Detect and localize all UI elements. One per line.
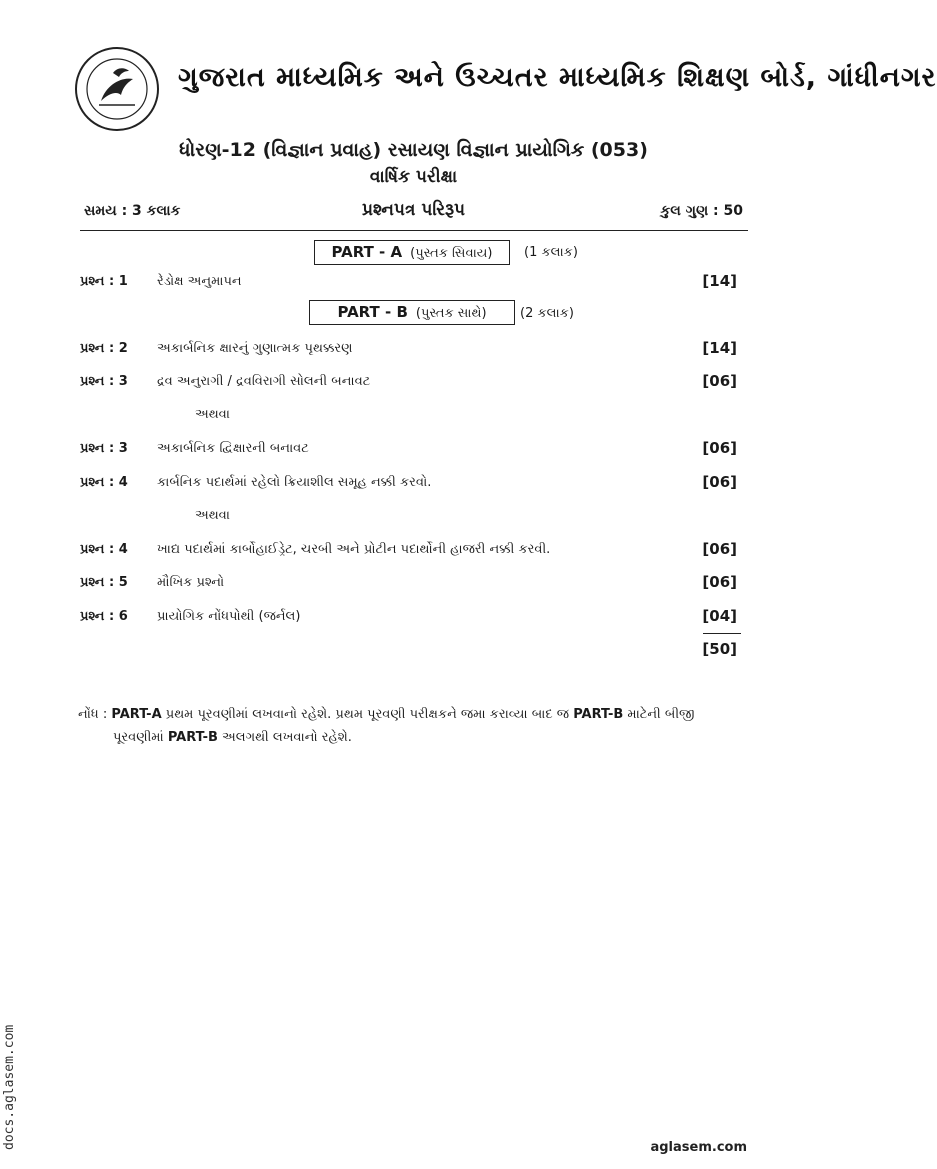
question-marks: [06] — [702, 372, 737, 390]
board-seal-icon — [75, 47, 159, 131]
note-text: માટેની બીજી — [623, 707, 695, 722]
note-part-b: PART-B — [573, 707, 624, 722]
question-number: પ્રશ્ન : 3 — [80, 374, 128, 389]
total-divider — [703, 633, 741, 634]
question-marks: [06] — [702, 540, 737, 558]
side-watermark: docs.aglasem.com — [2, 1024, 17, 1150]
total-marks-label: કુલ ગુણ : 50 — [660, 203, 743, 219]
question-text: રેડોક્ષ અનુમાપન — [157, 274, 242, 289]
question-number: પ્રશ્ન : 5 — [80, 575, 128, 590]
note-part-b: PART-B — [167, 730, 218, 745]
question-marks: [06] — [702, 439, 737, 457]
question-text: અકાર્બનિક દ્વિક્ષારની બનાવટ — [157, 441, 309, 456]
or-separator: અથવા — [195, 407, 230, 422]
question-text: અકાર્બનિક ક્ષારનું ગુણાત્મક પૃથક્કરણ — [157, 341, 353, 356]
note-text: પૂરવણીમાં — [113, 730, 168, 745]
question-text: પ્રાયોગિક નોંધપોથી (જર્નલ) — [157, 609, 301, 624]
note-line-1 — [78, 707, 694, 722]
question-marks: [14] — [702, 272, 737, 290]
paper-heading: પ્રશ્નપત્ર પરિરૂપ — [361, 200, 466, 220]
question-text: કાર્બનિક પદાર્થમાં રહેલો ક્રિયાશીલ સમૂહ નક્કી કરવો. — [157, 475, 432, 490]
question-number: પ્રશ્ન : 4 — [80, 542, 128, 557]
part-b-note: (પુસ્તક સાથે) — [415, 306, 487, 321]
part-a-note: (પુસ્તક સિવાય) — [410, 246, 493, 261]
exam-subtitle: વાર્ષિક પરીક્ષા — [369, 167, 458, 187]
part-b-box — [309, 300, 515, 325]
question-text: મૌખિક પ્રશ્નો — [157, 575, 225, 590]
question-number: પ્રશ્ન : 3 — [80, 441, 128, 456]
part-a-box — [314, 240, 510, 265]
note-text: પ્રથમ પૂરવણીમાં લખવાનો રહેશે. પ્રથમ પૂરવણી પરીક્ષકને જમા કરાવ્યા બાદ જ — [161, 707, 574, 722]
question-number: પ્રશ્ન : 1 — [80, 274, 128, 289]
question-text: દ્રવ અનુરાગી / દ્રવવિરાગી સોલની બનાવટ — [157, 374, 371, 389]
footer-watermark: aglasem.com — [650, 1140, 747, 1155]
question-text: ખાદ્ય પદાર્થમાં કાર્બોહાઈડ્રેટ, ચરબી અને પ્રોટીન પદાર્થોની હાજરી નક્કી કરવી. — [157, 542, 551, 557]
question-marks: [06] — [702, 473, 737, 491]
part-b-hours: (2 કલાક) — [520, 306, 574, 321]
note-part-a: PART-A — [111, 707, 162, 722]
part-a-label: PART - A — [331, 243, 403, 261]
note-line-2 — [113, 730, 352, 745]
note-text: અલગથી લખવાનો રહેશે. — [217, 730, 352, 745]
exam-title: ધોરણ-12 (વિજ્ઞાન પ્રવાહ) રસાયણ વિજ્ઞાન પ્રાયોગિક (053) — [179, 139, 648, 161]
part-a-hours: (1 કલાક) — [524, 245, 578, 260]
question-number: પ્રશ્ન : 2 — [80, 341, 128, 356]
question-marks: [04] — [702, 607, 737, 625]
header-divider — [80, 230, 748, 231]
question-marks: [06] — [702, 573, 737, 591]
grand-total-marks: [50] — [702, 640, 737, 658]
part-b-label: PART - B — [337, 303, 408, 321]
time-label: સમય : 3 કલાક — [84, 203, 181, 219]
question-number: પ્રશ્ન : 6 — [80, 609, 128, 624]
or-separator: અથવા — [195, 508, 230, 523]
question-marks: [14] — [702, 339, 737, 357]
question-number: પ્રશ્ન : 4 — [80, 475, 128, 490]
board-title: ગુજરાત માધ્યમિક અને ઉચ્ચતર માધ્યમિક શિક્ષણ બોર્ડ, ગાંધીનગર — [178, 62, 937, 93]
note-prefix: નોંધ : — [78, 707, 112, 722]
